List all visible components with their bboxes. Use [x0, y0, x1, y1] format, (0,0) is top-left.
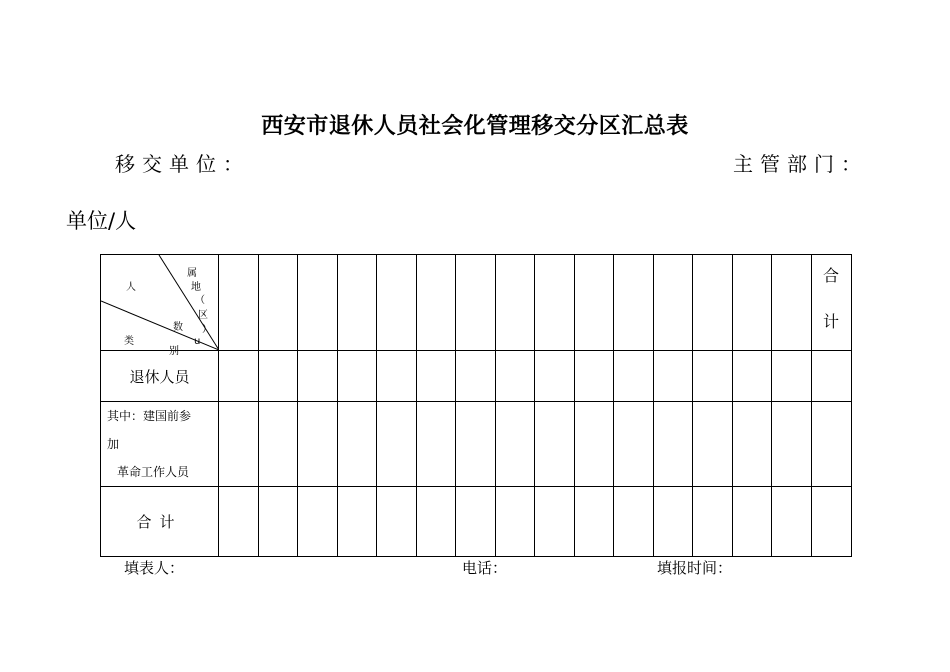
- data-cell[interactable]: [495, 402, 535, 487]
- data-cell[interactable]: [574, 351, 614, 402]
- document-title: 西安市退休人员社会化管理移交分区汇总表: [261, 113, 689, 139]
- data-cell[interactable]: [614, 487, 654, 557]
- phone-label: 电话：: [462, 559, 508, 577]
- summary-table: [100, 254, 852, 557]
- district-cell[interactable]: [219, 255, 259, 351]
- data-cell[interactable]: [811, 351, 851, 402]
- diag-label-bie: 别: [169, 346, 179, 357]
- diag-label-shu2: 数: [173, 322, 183, 333]
- district-cell[interactable]: [535, 255, 575, 351]
- row-label-line-1: 其中：建国前参: [107, 409, 192, 423]
- district-cell[interactable]: [377, 255, 417, 351]
- district-cell[interactable]: [298, 255, 338, 351]
- district-cell[interactable]: [416, 255, 456, 351]
- data-cell[interactable]: [653, 402, 693, 487]
- district-cell[interactable]: [732, 255, 772, 351]
- data-cell[interactable]: [219, 402, 259, 487]
- data-cell[interactable]: [258, 487, 298, 557]
- data-cell[interactable]: [258, 351, 298, 402]
- data-cell[interactable]: [772, 351, 812, 402]
- table-row-pre-liberation: [101, 402, 852, 487]
- table-header-row: [101, 255, 852, 351]
- district-cell[interactable]: [258, 255, 298, 351]
- data-cell[interactable]: [337, 487, 377, 557]
- district-cell[interactable]: [653, 255, 693, 351]
- district-cell[interactable]: [614, 255, 654, 351]
- department-label: 主管部门：: [733, 152, 868, 176]
- data-cell[interactable]: [772, 402, 812, 487]
- data-cell[interactable]: [653, 351, 693, 402]
- row-label-retirees: 退休人员: [101, 351, 219, 402]
- row-label-line-3: 革命工作人员: [117, 465, 190, 479]
- data-cell[interactable]: [377, 402, 417, 487]
- diag-label-rparen: ）: [202, 324, 212, 335]
- data-cell[interactable]: [614, 351, 654, 402]
- data-cell[interactable]: [258, 402, 298, 487]
- data-cell[interactable]: [693, 402, 733, 487]
- total-col-char-2: 计: [822, 312, 839, 331]
- row-label-total: 合计: [101, 487, 219, 557]
- data-cell[interactable]: [535, 402, 575, 487]
- diagonal-header-cell: [101, 255, 219, 357]
- diag-label-lparen: （: [195, 295, 205, 306]
- data-cell[interactable]: [693, 487, 733, 557]
- data-cell[interactable]: [732, 351, 772, 402]
- diag-label-lei: 类: [124, 336, 134, 347]
- data-cell[interactable]: [219, 487, 259, 557]
- data-cell[interactable]: [811, 487, 851, 557]
- unit-label: 单位/人: [66, 209, 137, 233]
- district-cell[interactable]: [337, 255, 377, 351]
- district-cell[interactable]: [456, 255, 496, 351]
- data-cell[interactable]: [772, 487, 812, 557]
- district-cell[interactable]: [495, 255, 535, 351]
- diag-label-ren: 人: [126, 282, 136, 293]
- data-cell[interactable]: [535, 351, 575, 402]
- data-cell[interactable]: [377, 351, 417, 402]
- diag-label-di: 地: [191, 282, 201, 293]
- row-label-line-2: 加: [107, 437, 120, 451]
- filler-label: 填表人：: [124, 559, 185, 577]
- data-cell[interactable]: [811, 402, 851, 487]
- data-cell[interactable]: [732, 402, 772, 487]
- data-cell[interactable]: [416, 487, 456, 557]
- data-cell[interactable]: [495, 351, 535, 402]
- data-cell[interactable]: [535, 487, 575, 557]
- data-cell[interactable]: [298, 487, 338, 557]
- data-cell[interactable]: [337, 402, 377, 487]
- district-cell[interactable]: [574, 255, 614, 351]
- data-cell[interactable]: [574, 402, 614, 487]
- data-cell[interactable]: [495, 487, 535, 557]
- diag-label-qu: 区: [198, 310, 208, 321]
- data-cell[interactable]: [456, 402, 496, 487]
- data-cell[interactable]: [298, 402, 338, 487]
- data-cell[interactable]: [732, 487, 772, 557]
- diag-label-shu: 属: [187, 268, 197, 279]
- table-row-retirees: [101, 351, 852, 402]
- total-col-char-1: 合: [822, 266, 839, 285]
- data-cell[interactable]: [614, 402, 654, 487]
- table-row-total: [101, 487, 852, 557]
- data-cell[interactable]: [653, 487, 693, 557]
- district-cell[interactable]: [693, 255, 733, 351]
- data-cell[interactable]: [574, 487, 614, 557]
- data-cell[interactable]: [416, 402, 456, 487]
- transfer-unit-label: 移交单位：: [115, 152, 250, 176]
- district-cell[interactable]: [772, 255, 812, 351]
- data-cell[interactable]: [298, 351, 338, 402]
- data-cell[interactable]: [416, 351, 456, 402]
- data-cell[interactable]: [337, 351, 377, 402]
- diag-label-u: u: [194, 336, 201, 347]
- report-date-label: 填报时间：: [657, 559, 733, 577]
- data-cell[interactable]: [693, 351, 733, 402]
- data-cell[interactable]: [456, 487, 496, 557]
- data-cell[interactable]: [219, 351, 259, 402]
- data-cell[interactable]: [377, 487, 417, 557]
- total-column-header: [811, 255, 851, 351]
- data-cell[interactable]: [456, 351, 496, 402]
- row-label-pre-liberation: [101, 402, 219, 487]
